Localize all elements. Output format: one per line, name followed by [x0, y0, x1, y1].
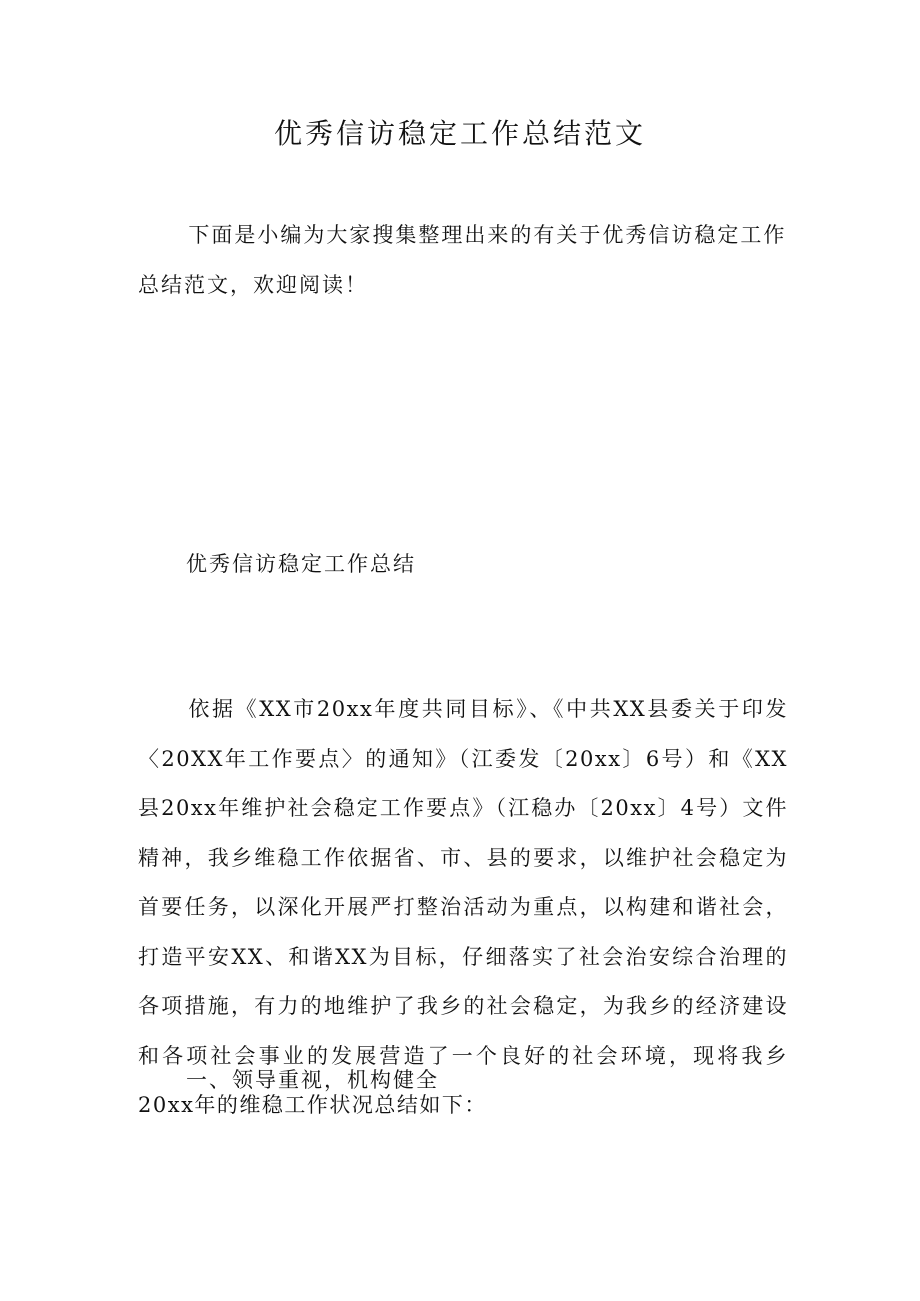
section-heading-one: 一、领导重视，机构健全: [186, 1068, 439, 1092]
intro-paragraph: 下面是小编为大家搜集整理出来的有关于优秀信访稳定工作总结范文，欢迎阅读！: [138, 223, 787, 297]
body-paragraph: 依据《XX市20xx年度共同目标》、《中共XX县委关于印发〈20XX年工作要点〉的通知》（江委发〔20xx〕6号）和《XX县20xx年维护社会稳定工作要点》（江稳办〔20xx〕4号）文件精神，我乡维稳工作依据省、市、县的要求，以维护社会稳定为首要任务，以深化开展严打整治活动为重点，以构建和谐社会，打造平安XX、和谐XX为目标，仔细落实了社会治安综合治理的各项措施，有力的地维护了我乡的社会稳定，为我乡的经济建设和各项社会事业的发展营造了一个良好的社会环境，现将我乡20xx年的维稳工作状况总结如下：: [138, 697, 788, 1117]
document-title: 优秀信访稳定工作总结范文: [273, 117, 646, 150]
summary-subheading: 优秀信访稳定工作总结: [186, 552, 416, 576]
